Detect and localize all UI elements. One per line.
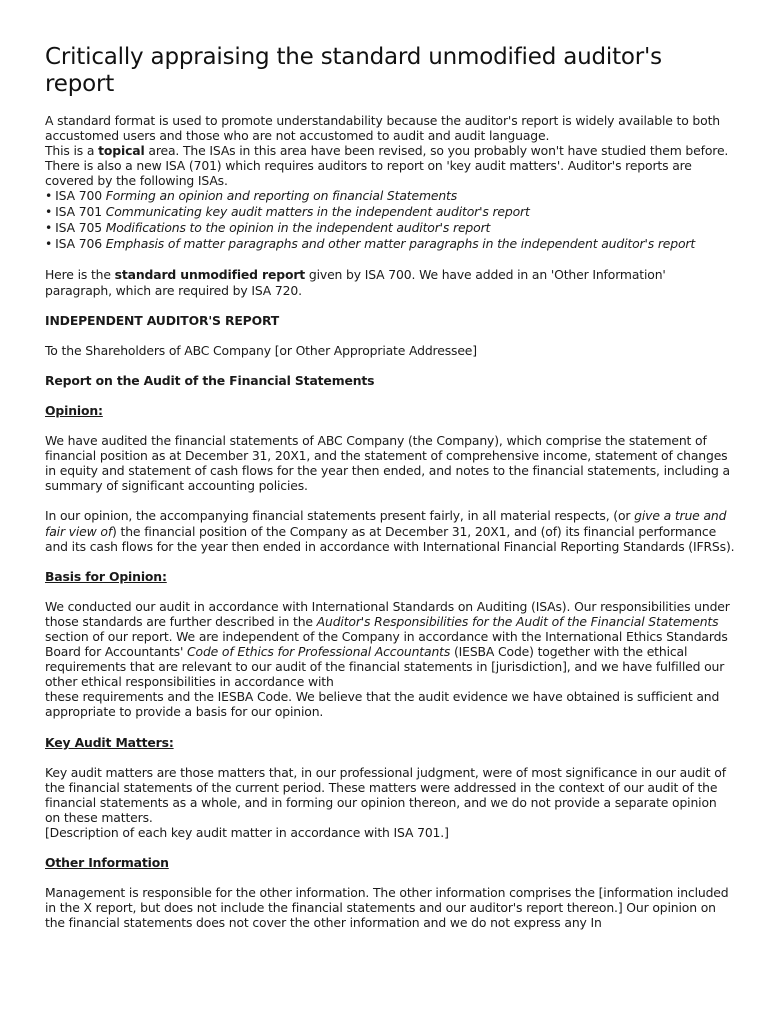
isa-code: ISA 700 [55,188,106,204]
basis-text-c: (IESBA Code) together with the ethical requirements that are relevant to our audit of the financial statements in [jurisdiction], and we have fulfilled our other ethical responsibilities in accordance with [45,644,725,690]
basis-text-a: We conducted our audit in accordance with International Standards on Auditing (ISAs). Our responsibilities under those standards are further described in the [45,598,730,629]
isa-title: Emphasis of matter paragraphs and other matter paragraphs in the independent auditor's report [105,236,696,252]
topical-bold: topical [98,143,145,159]
here-paragraph [45,267,735,297]
isa-code: ISA 706 [55,236,106,252]
isa-title: Forming an opinion and reporting on financial Statements [105,188,458,204]
bullet-icon: • [45,220,53,236]
intro-paragraph: A standard format is used to promote understandability because the auditor's report is widely available to both accustomed users and those who are not accustomed to audit and audit language. [45,113,720,144]
bullet-icon: • [45,204,53,220]
isa-title: Communicating key audit matters in the independent auditor's report [105,204,530,220]
topical-paragraph [45,143,735,188]
here-text-a: Here is the [45,267,115,283]
topical-text-b: area. The ISAs in this area have been revised, so you probably won't have studied them before. There is also a new ISA (701) which requires auditors to report on 'key audit matters'. Auditor's reports are covered by the following ISAs. [45,143,729,189]
basis-paragraph [45,599,735,690]
intro-section [45,113,735,930]
topical-text-a: This is a [45,143,99,159]
list-item [45,236,735,252]
isa-code: ISA 701 [55,204,106,220]
kam-paragraph-1: Key audit matters are those matters that, in our professional judgment, were of most significance in our audit of the financial statements of the current period. These matters were addressed in the context of our audit of the financial statements as a whole, and in forming our opinion thereon, and we do not provide a separate opinion on these matters. [45,764,726,825]
opinion-paragraph-1: We have audited the financial statements of ABC Company (the Company), which comprise the statement of financial position as at December 31, 20X1, and the statement of comprehensive income, statement of changes in equity and statement of cash flows for the year then ended, and notes to the financial statements, including a summary of significant accounting policies. [45,433,730,494]
basis-paragraph-continued: these requirements and the IESBA Code. We believe that the audit evidence we have obtained is sufficient and appropriate to provide a basis for our opinion. [45,689,720,720]
here-text-b: given by ISA 700. We have added in an 'Other Information' paragraph, which are required by ISA 720. [45,267,666,298]
opinion-text-b: ) the financial position of the Company as at December 31, 20X1, and (of) its financial performance and its cash flows for the year then ended in accordance with International Financial Reporting Standards (IFRSs). [45,523,735,554]
other-info-heading: Other Information [45,855,169,871]
list-item [45,204,735,220]
page-title: Critically appraising the standard unmodified auditor's report [45,44,662,97]
bullet-icon: • [45,188,53,204]
here-bold: standard unmodified report [114,267,306,283]
report-heading: INDEPENDENT AUDITOR'S REPORT [45,312,280,328]
other-info-paragraph: Management is responsible for the other information. The other information comprises the [information included in the X report, but does not include the financial statements and our auditor's report thereon.] Our opinion on the financial statements does not cover the other information and we do not express any In [45,885,729,931]
basis-heading: Basis for Opinion: [45,568,167,584]
addressee: To the Shareholders of ABC Company [or Other Appropriate Addressee] [45,342,477,358]
list-item [45,220,735,236]
isa-title: Modifications to the opinion in the independent auditor's report [105,220,491,236]
kam-paragraph-2: [Description of each key audit matter in accordance with ISA 701.] [45,825,449,840]
bullet-icon: • [45,236,53,252]
isa-code: ISA 705 [55,220,106,236]
list-item [45,188,735,204]
basis-text-b: section of our report. We are independent of the Company in accordance with the International Ethics Standards Board for Accountants' [45,628,728,660]
opinion-paragraph-2 [45,508,735,553]
opinion-heading: Opinion: [45,402,103,418]
basis-em-1: Auditor's Responsibilities for the Audit of the Financial Statements [316,613,719,629]
kam-heading: Key Audit Matters: [45,734,174,750]
document-page [45,44,735,930]
opinion-em: give a true and fair view of [45,508,727,539]
report-section-heading: Report on the Audit of the Financial Statements [45,372,375,388]
isa-list [45,188,735,252]
basis-em-2: Code of Ethics for Professional Accountants [187,644,451,660]
opinion-text-a: In our opinion, the accompanying financial statements present fairly, in all material respects, (or [45,508,635,524]
